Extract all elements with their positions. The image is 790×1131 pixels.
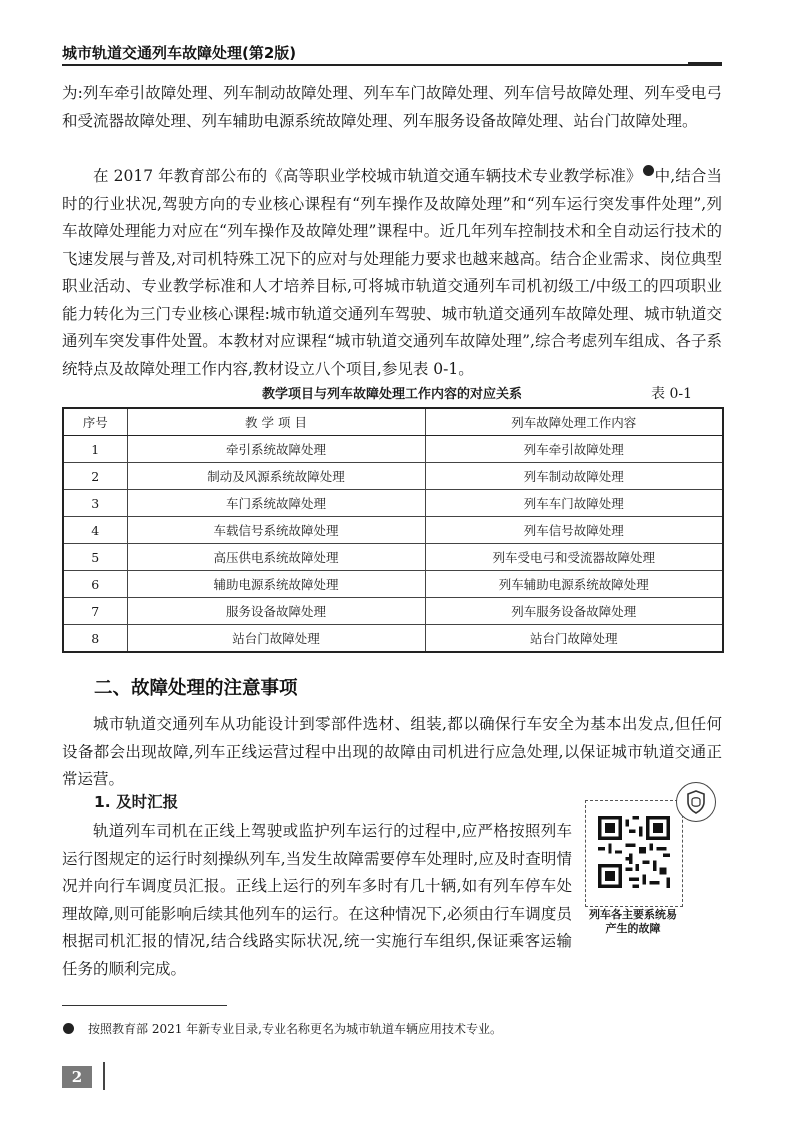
cell-project: 制动及风源系统故障处理 — [127, 463, 425, 490]
qr-caption: 列车各主要系统易产生的故障 — [589, 908, 677, 935]
cell-index: 1 — [63, 436, 127, 463]
qr-code-icon[interactable] — [598, 815, 670, 889]
qr-code-frame[interactable] — [585, 800, 683, 907]
table-row — [63, 490, 723, 517]
cell-task: 列车制动故障处理 — [425, 463, 723, 490]
column-header: 序号 — [63, 408, 127, 436]
table-row — [63, 598, 723, 625]
cell-index: 5 — [63, 544, 127, 571]
table-row — [63, 517, 723, 544]
table-row — [63, 544, 723, 571]
table-title: 教学项目与列车故障处理工作内容的对应关系 — [261, 387, 522, 402]
footnote-rule — [62, 1005, 227, 1006]
cell-task: 列车受电弓和受流器故障处理 — [425, 544, 723, 571]
cell-project: 高压供电系统故障处理 — [127, 544, 425, 571]
cell-project: 服务设备故障处理 — [127, 598, 425, 625]
table-row — [63, 571, 723, 598]
cell-project: 辅助电源系统故障处理 — [127, 571, 425, 598]
book-title: 城市轨道交通列车故障处理(第2版) — [62, 44, 297, 62]
cell-task: 列车牵引故障处理 — [425, 436, 723, 463]
cell-index: 7 — [63, 598, 127, 625]
cell-task: 列车辅助电源系统故障处理 — [425, 571, 723, 598]
table-row — [63, 463, 723, 490]
cell-task: 列车服务设备故障处理 — [425, 598, 723, 625]
paragraph-2 — [62, 163, 722, 383]
cell-index: 8 — [63, 625, 127, 653]
paragraph-2-part-a: 在 2017 年教育部公布的《高等职业学校城市轨道交通车辆技术专业教学标准》 — [93, 167, 642, 185]
subsection-heading: 1. 及时汇报 — [94, 793, 179, 811]
footnote-marker-icon — [63, 1023, 74, 1034]
footnote-text: 按照教育部 2021 年新专业目录,专业名称更名为城市轨道车辆应用技术专业。 — [88, 1022, 502, 1036]
cell-index: 2 — [63, 463, 127, 490]
table-number: 表 0-1 — [651, 386, 692, 402]
cell-task: 列车车门故障处理 — [425, 490, 723, 517]
cell-project: 车门系统故障处理 — [127, 490, 425, 517]
table-row — [63, 436, 723, 463]
footnote — [62, 1020, 722, 1038]
running-header — [62, 38, 722, 66]
paragraph-1: 为:列车牵引故障处理、列车制动故障处理、列车车门故障处理、列车信号故障处理、列车受电弓和受流器故障处理、列车辅助电源系统故障处理、列车服务设备故障处理、站台门故障处理。 — [62, 84, 722, 130]
cell-project: 牵引系统故障处理 — [127, 436, 425, 463]
table-row — [63, 625, 723, 653]
table-caption — [62, 383, 722, 405]
cell-task: 列车信号故障处理 — [425, 517, 723, 544]
table-header-row — [63, 408, 723, 436]
column-header: 列车故障处理工作内容 — [425, 408, 723, 436]
footnote-marker-icon[interactable] — [643, 165, 654, 176]
paragraph-2-part-b: 中,结合当时的行业状况,驾驶方向的专业核心课程有“列车操作及故障处理”和“列车运行突发事件处理”,列车故障处理能力对应在“列车操作及故障处理”课程中。近几年列车控制技术和全自动运行技术的飞速发展与普及,对司机特殊工况下的应对与处理能力要求也越来越高。结合企业需求、岗位典型职业活动、专业教学标准和人才培养目标,可将城市轨道交通列车司机初级工/中级工的四项职业能力转化为三门专业核心课程:城市轨道交通列车驾驶、城市轨道交通列车故障处理、城市轨道交通列车突发事件处置。本教材对应课程“城市轨道交通列车故障处理”,综合考虑列车组成、各子系统特点及故障处理工作内容,教材设立八个项目,参见表 0-1。 — [62, 167, 722, 378]
column-header: 教 学 项 目 — [127, 408, 425, 436]
cell-project: 车载信号系统故障处理 — [127, 517, 425, 544]
header-rule-mark — [688, 52, 722, 65]
cell-project: 站台门故障处理 — [127, 625, 425, 653]
section-intro: 城市轨道交通列车从功能设计到零部件选材、组装,都以确保行车安全为基本出发点,但任何设备都会出现故障,列车正线运营过程中出现的故障由司机进行应急处理,以保证城市轨道交通正常运营。 — [62, 715, 722, 788]
section-heading: 二、故障处理的注意事项 — [94, 678, 298, 699]
subsection-body: 轨道列车司机在正线上驾驶或监护列车运行的过程中,应严格按照列车运行图规定的运行时刻操纵列车,当发生故障需要停车处理时,应及时查明情况并向行车调度员汇报。正线上运行的列车多时有几十辆,如有列车停车处理故障,则可能影响后续其他列车的运行。在这种情况下,必须由行车调度员根据司机汇报的情况,结合线路实际状况,统一实施行车组织,保证乘客运输任务的顺利完成。 — [62, 822, 572, 978]
cell-index: 4 — [63, 517, 127, 544]
page-number-divider — [103, 1062, 105, 1090]
cell-task: 站台门故障处理 — [425, 625, 723, 653]
project-table — [62, 407, 724, 653]
cell-index: 6 — [63, 571, 127, 598]
page-number: 2 — [62, 1066, 92, 1088]
shield-icon — [676, 782, 716, 822]
cell-index: 3 — [63, 490, 127, 517]
